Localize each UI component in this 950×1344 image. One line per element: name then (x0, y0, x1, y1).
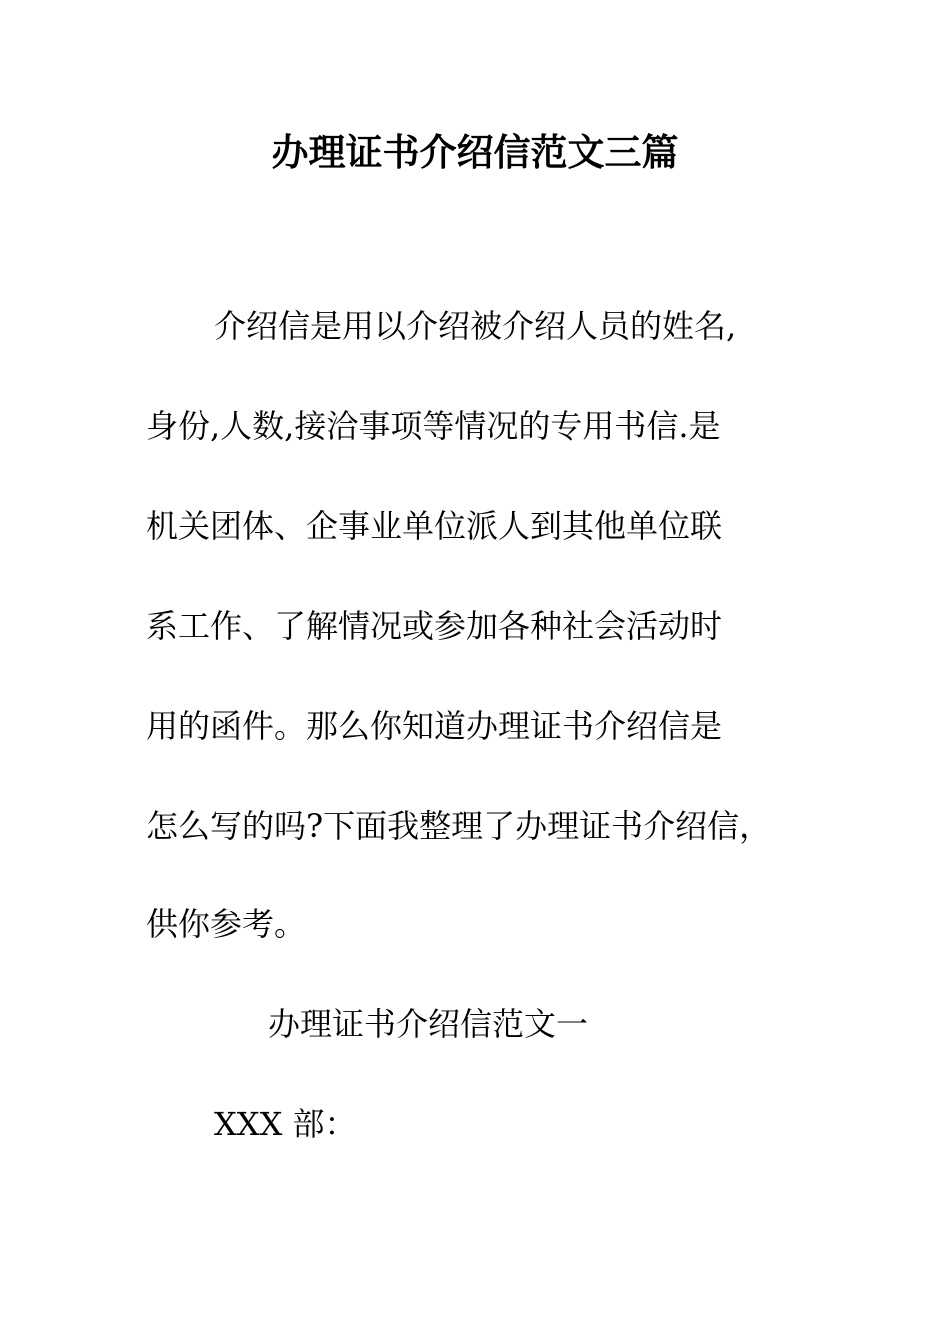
salutation: XXX 部： (214, 1105, 357, 1143)
intro-line-7: 供你参考。 (146, 905, 307, 943)
intro-line-5: 用的函件。那么你知道办理证书介绍信是 (146, 707, 723, 745)
document-title: 办理证书介绍信范文三篇 (271, 131, 679, 174)
intro-line-2: 身份,人数,接洽事项等情况的专用书信.是 (146, 407, 721, 445)
intro-line-1: 介绍信是用以介绍被介绍人员的姓名, (214, 307, 737, 345)
intro-line-4: 系工作、了解情况或参加各种社会活动时 (146, 607, 723, 645)
intro-line-6: 怎么写的吗?下面我整理了办理证书介绍信， (146, 807, 772, 845)
intro-line-3: 机关团体、企事业单位派人到其他单位联 (146, 507, 723, 545)
section-heading: 办理证书介绍信范文一 (268, 1005, 589, 1043)
